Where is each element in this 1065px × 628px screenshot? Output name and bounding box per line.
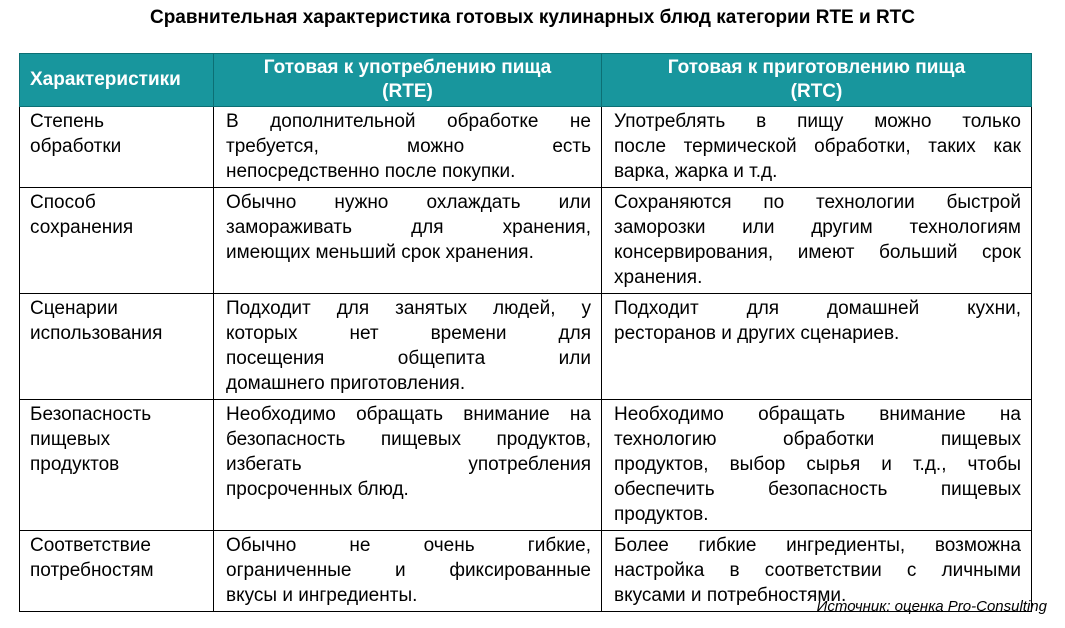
cell-text-line: Способ <box>30 192 96 213</box>
cell-text-line: Более гибкие ингредиенты, возможна <box>614 535 1021 556</box>
rte-cell <box>214 107 602 188</box>
cell-text-line: продуктов, выбор сырья и т.д., чтобы <box>614 454 1021 475</box>
cell-text-line: обработки <box>30 136 122 157</box>
header-rtc <box>602 54 1032 107</box>
table-row <box>20 294 1032 400</box>
cell-text-line: использования <box>30 323 163 344</box>
cell-text-line: Готовая к приготовлению пища <box>667 57 966 78</box>
cell-text-line: после термической обработки, таких как <box>614 136 1021 157</box>
cell-text-line: сохранения <box>30 217 134 238</box>
header-rte <box>214 54 602 107</box>
cell-text-line: варка, жарка и т.д. <box>614 161 778 182</box>
row-label-cell <box>20 294 214 400</box>
cell-text-line: замораживать для хранения, <box>226 217 591 238</box>
table-row <box>20 400 1032 531</box>
cell-text-line: Степень <box>30 111 105 132</box>
cell-text-line: потребностям <box>30 560 154 581</box>
source-note: Источник: оценка Pro-Consulting <box>816 598 1047 615</box>
table-header-row <box>20 54 1032 107</box>
table-row <box>20 107 1032 188</box>
cell-text-line: имеющих меньший срок хранения. <box>226 242 534 263</box>
table-body <box>20 107 1032 612</box>
cell-text-line: Необходимо обращать внимание на <box>614 404 1021 425</box>
cell-text-line: Сохраняются по технологии быстрой <box>614 192 1021 213</box>
cell-text-line: Обычно нужно охлаждать или <box>226 192 591 213</box>
header-characteristics <box>20 54 214 107</box>
cell-text-line: хранения. <box>614 267 703 288</box>
cell-text-line: (RTE) <box>382 81 433 102</box>
cell-text-line: (RTC) <box>790 81 843 102</box>
rtc-cell <box>602 107 1032 188</box>
row-label-cell <box>20 188 214 294</box>
cell-text-line: просроченных блюд. <box>226 479 409 500</box>
cell-text-line: Необходимо обращать внимание на <box>226 404 591 425</box>
cell-text-line: продуктов <box>30 454 120 475</box>
cell-text-line: Подходит для домашней кухни, <box>614 298 1021 319</box>
cell-text-line: пищевых <box>30 429 111 450</box>
cell-text-line: требуется, можно есть <box>226 136 591 157</box>
cell-text-line: обеспечить безопасность пищевых <box>614 479 1021 500</box>
cell-text-line: консервирования, имеют больший срок <box>614 242 1021 263</box>
cell-text-line: технологию обработки пищевых <box>614 429 1021 450</box>
comparison-table <box>19 53 1032 612</box>
cell-text-line: Соответствие <box>30 535 151 556</box>
rtc-cell <box>602 294 1032 400</box>
rte-cell <box>214 188 602 294</box>
cell-text-line: которых нет времени для <box>226 323 591 344</box>
cell-text-line: безопасность пищевых продуктов, <box>226 429 591 450</box>
cell-text-line: вкусы и ингредиенты. <box>226 585 418 606</box>
row-label-cell <box>20 400 214 531</box>
page-title: Сравнительная характеристика готовых кулинарных блюд категории RTE и RTC <box>149 7 916 28</box>
cell-text-line: Подходит для занятых людей, у <box>226 298 591 319</box>
cell-text-line: непосредственно после покупки. <box>226 161 516 182</box>
cell-text-line: Сценарии <box>30 298 118 319</box>
cell-text-line: Безопасность <box>30 404 152 425</box>
cell-text-line: Употреблять в пищу можно только <box>614 111 1021 132</box>
cell-text-line: В дополнительной обработке не <box>226 111 591 132</box>
row-label-cell <box>20 531 214 612</box>
cell-text-line: продуктов. <box>614 504 709 525</box>
cell-text-line: Готовая к употреблению пища <box>263 57 552 78</box>
cell-text-line: ресторанов и других сценариев. <box>614 323 900 344</box>
cell-text-line: избегать употребления <box>226 454 591 475</box>
cell-text-line: Обычно не очень гибкие, <box>226 535 591 556</box>
rte-cell <box>214 531 602 612</box>
rtc-cell <box>602 188 1032 294</box>
cell-text-line: заморозки или другим технологиям <box>614 217 1021 238</box>
cell-text-line: посещения общепита или <box>226 348 591 369</box>
row-label-cell <box>20 107 214 188</box>
cell-text-line: домашнего приготовления. <box>226 373 466 394</box>
rte-cell <box>214 400 602 531</box>
table-row <box>20 188 1032 294</box>
cell-text-line: ограниченные и фиксированные <box>226 560 591 581</box>
cell-text-line: вкусами и потребностями. <box>614 585 847 606</box>
rte-cell <box>214 294 602 400</box>
cell-text-line: настройка в соответствии с личными <box>614 560 1021 581</box>
cell-text-line: Характеристики <box>30 69 181 90</box>
rtc-cell <box>602 400 1032 531</box>
